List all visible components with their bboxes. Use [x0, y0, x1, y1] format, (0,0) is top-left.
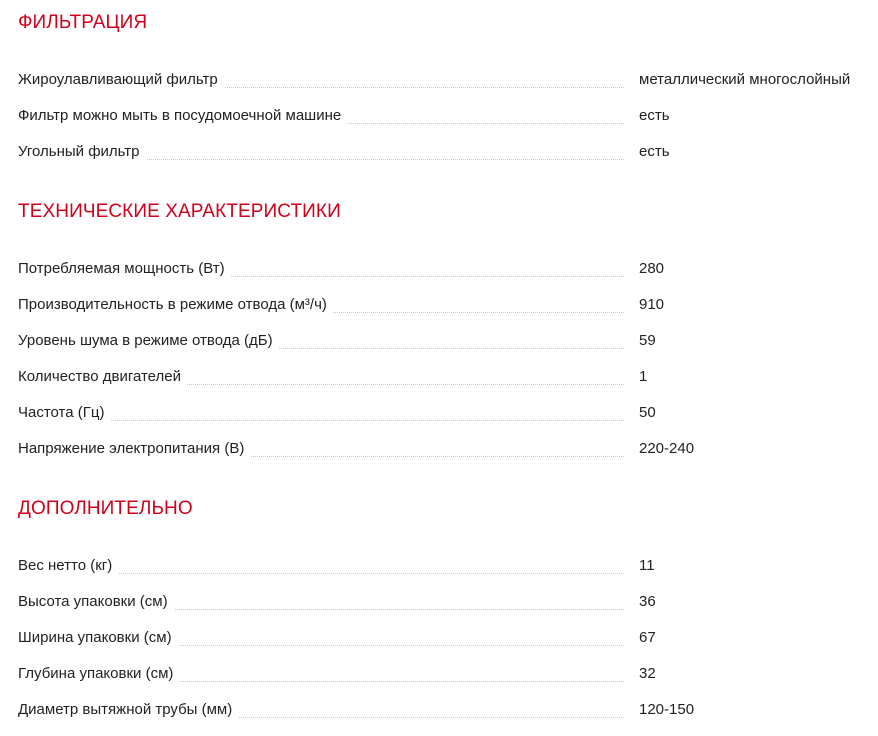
spec-value: 36	[639, 593, 656, 610]
spec-row	[18, 142, 870, 178]
spec-label: Вес нетто (кг)	[18, 556, 118, 576]
spec-list	[18, 556, 870, 736]
spec-row	[18, 664, 870, 700]
section-title: ДОПОЛНИТЕЛЬНО	[18, 498, 193, 519]
section-additional	[18, 496, 870, 736]
section-title: ТЕХНИЧЕСКИЕ ХАРАКТЕРИСТИКИ	[18, 201, 341, 222]
spec-value: 220-240	[639, 440, 695, 457]
spec-value: 120-150	[639, 701, 695, 718]
spec-label: Ширина упаковки (см)	[18, 628, 178, 648]
spec-row	[18, 556, 870, 592]
spec-value: 910	[639, 296, 665, 313]
section-filtration	[18, 10, 870, 178]
section-technical-specs	[18, 199, 870, 475]
spec-value: 59	[639, 332, 656, 349]
spec-value: 50	[639, 404, 656, 421]
spec-row	[18, 295, 870, 331]
spec-value: 280	[639, 260, 665, 277]
spec-value: металлический многослойный	[639, 71, 851, 88]
spec-list	[18, 259, 870, 475]
spec-row	[18, 331, 870, 367]
spec-value: есть	[639, 107, 670, 124]
spec-value: 1	[639, 368, 648, 385]
section-title: ФИЛЬТРАЦИЯ	[18, 12, 148, 33]
spec-label: Высота упаковки (см)	[18, 592, 174, 612]
spec-label: Напряжение электропитания (В)	[18, 439, 250, 459]
spec-row	[18, 403, 870, 439]
spec-label: Фильтр можно мыть в посудомоечной машине	[18, 106, 347, 126]
spec-label: Диаметр вытяжной трубы (мм)	[18, 700, 238, 720]
spec-label: Потребляемая мощность (Вт)	[18, 259, 231, 279]
spec-list	[18, 70, 870, 178]
spec-label: Жироулавливающий фильтр	[18, 70, 224, 90]
spec-row	[18, 700, 870, 736]
spec-row	[18, 367, 870, 403]
spec-label: Производительность в режиме отвода (м³/ч)	[18, 295, 333, 315]
spec-row	[18, 592, 870, 628]
spec-value: 11	[639, 557, 655, 574]
spec-label: Количество двигателей	[18, 367, 187, 387]
spec-label: Уровень шума в режиме отвода (дБ)	[18, 331, 279, 351]
spec-label: Угольный фильтр	[18, 142, 146, 162]
spec-label: Частота (Гц)	[18, 403, 110, 423]
spec-row	[18, 628, 870, 664]
spec-row	[18, 439, 870, 475]
spec-value: есть	[639, 143, 670, 160]
spec-value: 67	[639, 629, 656, 646]
spec-value: 32	[639, 665, 656, 682]
spec-label: Глубина упаковки (см)	[18, 664, 179, 684]
spec-row	[18, 106, 870, 142]
spec-row	[18, 70, 870, 106]
spec-row	[18, 259, 870, 295]
